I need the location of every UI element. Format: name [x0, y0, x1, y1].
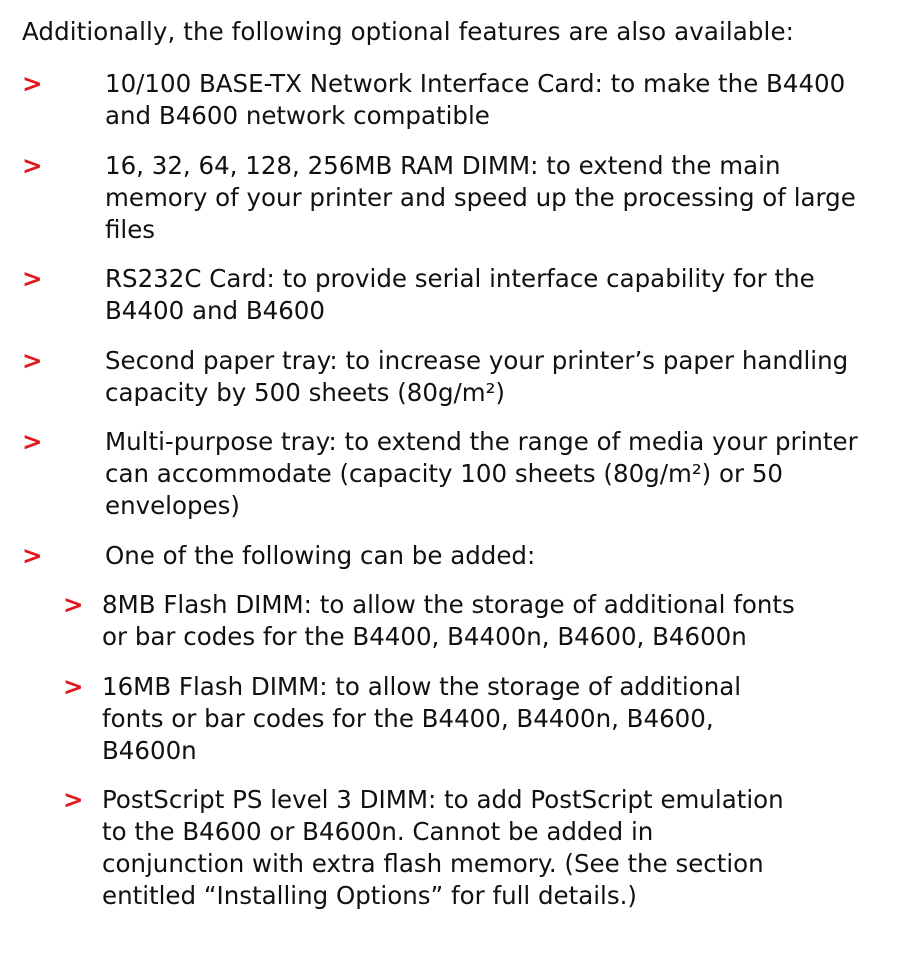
list-item [22, 426, 875, 522]
sub-list-item [63, 671, 802, 767]
chevron-bullet-icon: > [22, 540, 43, 570]
chevron-bullet-icon: > [22, 150, 43, 180]
list-item-text: Multi-purpose tray: to extend the range of media your printer can accommodate (capacity 100 sheets (80g/m²) or 50 envelopes) [105, 427, 858, 520]
list-item-text: Second paper tray: to increase your printer’s paper handling capacity by 500 sheets (80g/m²) [105, 345, 849, 407]
list-item [22, 345, 875, 409]
chevron-bullet-icon: > [63, 785, 84, 814]
list-item [22, 263, 875, 327]
list-item-text: One of the following can be added: [105, 540, 536, 570]
chevron-bullet-icon: > [22, 345, 43, 375]
list-item [22, 68, 875, 132]
list-item-text: 10/100 BASE-TX Network Interface Card: to make the B4400 and B4600 network compatible [105, 69, 846, 130]
list-item [22, 540, 875, 572]
sub-list-item-text: 16MB Flash DIMM: to allow the storage of additional fonts or bar codes for the B4400, B4400n, B4600, B4600n [102, 671, 742, 765]
chevron-bullet-icon: > [22, 427, 43, 456]
sub-list-item-text: 8MB Flash DIMM: to allow the storage of additional fonts or bar codes for the B4400, B4400n, B4600, B4600n [102, 590, 795, 651]
sub-list-item [63, 589, 802, 653]
list-item-text: 16, 32, 64, 128, 256MB RAM DIMM: to extend the main memory of your printer and speed up the processing of large files [105, 150, 856, 244]
chevron-bullet-icon: > [63, 590, 84, 619]
sub-list-item-text: PostScript PS level 3 DIMM: to add PostScript emulation to the B4600 or B4600n. Cannot be added in conjunction with extra flash memory. (See the section entitled “Installing Options” for full details.) [102, 785, 784, 910]
chevron-bullet-icon: > [22, 264, 43, 293]
intro-paragraph: Additionally, the following optional features are also available: [22, 17, 794, 46]
list-item [22, 150, 875, 246]
list-item-text: RS232C Card: to provide serial interface capability for the B4400 and B4600 [105, 264, 815, 325]
chevron-bullet-icon: > [22, 69, 43, 98]
chevron-bullet-icon: > [63, 671, 84, 701]
sub-list-item [63, 784, 802, 912]
